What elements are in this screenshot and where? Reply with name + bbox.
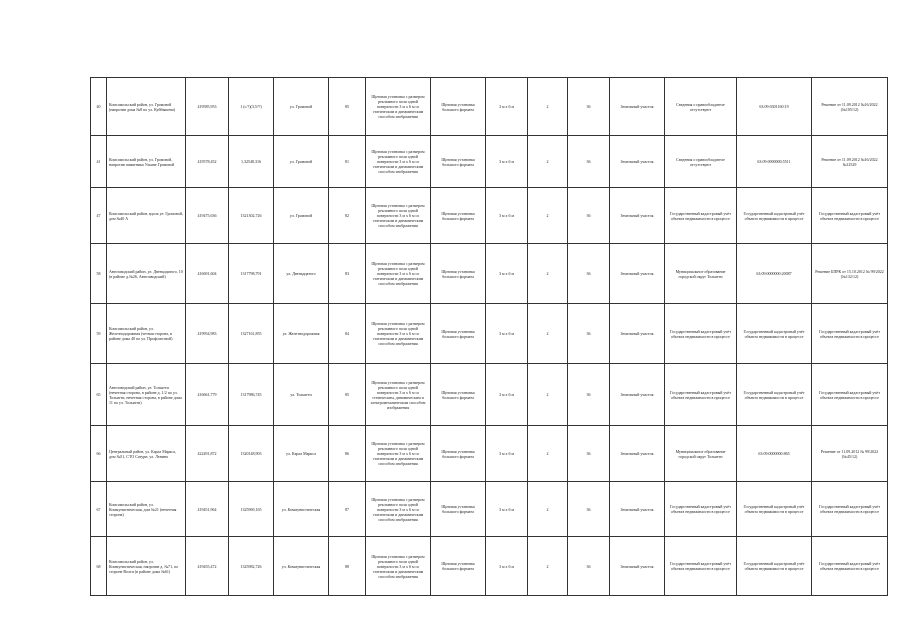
sides-count-cell: 2 [528,364,568,426]
registration-cell: Государственный кадастровый учёт объекта недвижимости в процессе [812,188,888,244]
address-cell: Комсомольский район, вдоль ул. Громовой, дом №40 А [107,188,186,244]
table-row [91,136,888,188]
cadastral-number-cell: 63:09:0000000:20087 [737,244,812,304]
placement-number-cell: 85 [329,364,366,426]
coord-x-cell: 422491,872 [186,426,229,482]
table-row [91,188,888,244]
owner-cell: Государственный кадастровый учёт объекта недвижимости в процессе [665,364,737,426]
cadastral-number-cell: Государственный кадастровый учёт объекта недвижимости в процессе [737,482,812,537]
row-number: 41 [91,136,107,188]
land-type-cell: Земельный участок [610,78,665,136]
coord-y-cell: 1317798,791 [229,244,274,304]
field-size-cell: 3 м х 6 м [486,78,528,136]
field-size-cell: 3 м х 6 м [486,482,528,537]
coord-x-cell: 419475,636 [186,188,229,244]
sides-count-cell: 2 [528,136,568,188]
land-type-cell: Земельный участок [610,188,665,244]
coord-y-cell: 1 (с/?)(3,5??) [229,78,274,136]
street-cell: ул. Карла Маркса [274,426,329,482]
address-cell: Автозаводский район, ул. Двенадцатого, 10 (в районе д.№26, Автозаводский) [107,244,186,304]
coord-x-cell: 416661,779 [186,364,229,426]
construction-type-cell: Щитовая установка большого формата [431,426,486,482]
placement-number-cell: 86 [329,426,366,482]
address-cell: Комсомольский район, ул. Коммунистическая, напротив д. №71, по стороне Волги (в районе дома №61) [107,537,186,596]
land-type-cell: Земельный участок [610,537,665,596]
coord-y-cell: 1320148,903 [229,426,274,482]
owner-cell: Муниципальное образование городской округ Тольятти [665,426,737,482]
address-cell: Автозаводский район, ул. Тольятти (нечетная сторона, в районе д. 1/2 по ул. Тольятти, нечетная сторона, в районе дома 11 по ул. Тольятти) [107,364,186,426]
area-cell: 36 [568,188,610,244]
field-size-cell: 3 м х 6 м [486,244,528,304]
area-cell: 36 [568,426,610,482]
street-cell: ул. Двенадцатого [274,244,329,304]
sides-count-cell: 2 [528,78,568,136]
construction-description-cell: Щитовая установка с размером рекламного поля одной поверхности 3 м х 6 м со статическим и динамическим способом изображения [366,244,431,304]
address-cell: Центральный район, ул. Карла Маркса, дом №51, СТО Сатурн, ул. Ленина [107,426,186,482]
construction-description-cell: Щитовая установка с размером рекламного поля одной поверхности 3 м х 6 м со статическим и динамическим способом изображения [366,188,431,244]
row-number: 58 [91,244,107,304]
owner-cell: Государственный кадастровый учёт объекта недвижимости в процессе [665,188,737,244]
land-type-cell: Земельный участок [610,426,665,482]
registration-cell: Государственный кадастровый учёт объекта недвижимости в процессе [812,482,888,537]
coord-y-cell: 1321302,726 [229,188,274,244]
area-cell: 36 [568,136,610,188]
registration-cell: Государственный кадастровый учёт объекта недвижимости в процессе [812,304,888,364]
street-cell: ул. Коммунистическая [274,537,329,596]
address-cell: Комсомольский район, ул. Железнодорожная (четная сторона, в районе дома 40 по ул. Профсоюзной) [107,304,186,364]
cadastral-number-cell: 63:09:0000000:865 [737,426,812,482]
registration-cell: Государственный кадастровый учёт объекта недвижимости в процессе [812,537,888,596]
street-cell: ул. Громовой [274,78,329,136]
owner-cell: Государственный кадастровый учёт объекта недвижимости в процессе [665,482,737,537]
land-type-cell: Земельный участок [610,482,665,537]
row-number: 65 [91,364,107,426]
registry-table [90,77,888,596]
registration-cell: Государственный кадастровый учёт объекта недвижимости в процессе [812,364,888,426]
row-number: 68 [91,537,107,596]
area-cell: 36 [568,537,610,596]
cadastral-number-cell: Государственный кадастровый учёт объекта недвижимости в процессе [737,537,812,596]
construction-type-cell: Щитовая установка большого формата [431,364,486,426]
coord-y-cell: 1325969,165 [229,482,274,537]
coord-x-cell: 419578,452 [186,136,229,188]
cadastral-number-cell: 63:09:0000000:5511 [737,136,812,188]
coord-x-cell: 419455,472 [186,537,229,596]
field-size-cell: 3 м х 6 м [486,426,528,482]
street-cell: ул. Тольятти [274,364,329,426]
coord-y-cell: 1327161,855 [229,304,274,364]
owner-cell: Муниципальное образование городской округ Тольятти [665,244,737,304]
table-row [91,78,888,136]
construction-type-cell: Щитовая установка большого формата [431,482,486,537]
row-number: 67 [91,482,107,537]
field-size-cell: 3 м х 6 м [486,364,528,426]
placement-number-cell: 81 [329,136,366,188]
field-size-cell: 3 м х 6 м [486,188,528,244]
owner-cell: Государственный кадастровый учёт объекта недвижимости в процессе [665,537,737,596]
construction-type-cell: Щитовая установка большого формата [431,136,486,188]
sides-count-cell: 2 [528,244,568,304]
land-type-cell: Земельный участок [610,364,665,426]
sides-count-cell: 2 [528,537,568,596]
registration-cell: Решение от 11.09.2012 №16/2022 (№105/12) [812,78,888,136]
area-cell: 36 [568,482,610,537]
construction-description-cell: Щитовая установка с размером рекламного поля одной поверхности 3 м х 6 м со статическим и динамическим способом изображения [366,304,431,364]
cadastral-number-cell: Государственный кадастровый учёт объекта недвижимости в процессе [737,188,812,244]
construction-type-cell: Щитовая установка большого формата [431,304,486,364]
row-number: 66 [91,426,107,482]
construction-description-cell: Щитовая установка с размером рекламного поля одной поверхности 3 м х 6 м со статическим и динамическим способом изображения [366,136,431,188]
coord-x-cell: 419451,964 [186,482,229,537]
area-cell: 36 [568,78,610,136]
sides-count-cell: 2 [528,188,568,244]
table-row [91,304,888,364]
placement-number-cell: 82 [329,188,366,244]
area-cell: 36 [568,244,610,304]
land-type-cell: Земельный участок [610,244,665,304]
construction-type-cell: Щитовая установка большого формата [431,244,486,304]
sides-count-cell: 2 [528,304,568,364]
table-body [91,78,888,596]
registration-cell: Решение от 11.09.2012 № 99/2022 (№45/12) [812,426,888,482]
table-row [91,244,888,304]
cadastral-number-cell: Государственный кадастровый учёт объекта недвижимости в процессе [737,364,812,426]
coord-y-cell: 1317986,745 [229,364,274,426]
owner-cell: Государственный кадастровый учёт объекта недвижимости в процессе [665,304,737,364]
coord-x-cell: 416691,604 [186,244,229,304]
sides-count-cell: 2 [528,482,568,537]
street-cell: ул. Коммунистическая [274,482,329,537]
construction-description-cell: Щитовая установка с размером рекламного поля одной поверхности 3 м х 6 м со статическим, динамическим и электромеханическим способом изображения [366,364,431,426]
table-row [91,482,888,537]
registration-cell: Решение от 11.09.2012 №16/2022 №12529 [812,136,888,188]
field-size-cell: 3 м х 6 м [486,537,528,596]
area-cell: 36 [568,364,610,426]
owner-cell: Сведения о правообладателе отсутствуют [665,136,737,188]
street-cell: ул. Громовой [274,188,329,244]
placement-number-cell: 84 [329,304,366,364]
row-number: 47 [91,188,107,244]
construction-type-cell: Щитовая установка большого формата [431,537,486,596]
construction-type-cell: Щитовая установка большого формата [431,78,486,136]
construction-description-cell: Щитовая установка с размером рекламного поля одной поверхности 3 м х 6 м со статическим и динамическим способом изображения [366,78,431,136]
construction-description-cell: Щитовая установка с размером рекламного поля одной поверхности 3 м х 6 м со статическим и динамическим способом изображения [366,537,431,596]
placement-number-cell: 88 [329,537,366,596]
field-size-cell: 3 м х 6 м [486,136,528,188]
row-number: 40 [91,78,107,136]
row-number: 59 [91,304,107,364]
construction-description-cell: Щитовая установка с размером рекламного поля одной поверхности 3 м х 6 м со статическим и динамическим способом изображения [366,426,431,482]
construction-type-cell: Щитовая установка большого формата [431,188,486,244]
street-cell: ул. Железнодорожная [274,304,329,364]
registration-cell: Решение БПРК от 15.10.2012 № 99/2022 (№132/12) [812,244,888,304]
coord-y-cell: 1,32548,316 [229,136,274,188]
placement-number-cell: 83 [329,244,366,304]
street-cell: ул. Громовой [274,136,329,188]
land-type-cell: Земельный участок [610,304,665,364]
sides-count-cell: 2 [528,426,568,482]
area-cell: 36 [568,304,610,364]
coord-x-cell: 419585,953 [186,78,229,136]
cadastral-number-cell: 63:09:0301160:19 [737,78,812,136]
address-cell: Комсомольский район, ул. Громовой (напротив дома №8 по ул. Куйбышева) [107,78,186,136]
table-row [91,364,888,426]
coord-x-cell: 419954,983 [186,304,229,364]
construction-description-cell: Щитовая установка с размером рекламного поля одной поверхности 3 м х 6 м со статическим и динамическим способом изображения [366,482,431,537]
address-cell: Комсомольский район, ул. Коммунистическая, дом №21 (нечетная сторона) [107,482,186,537]
table-row [91,537,888,596]
owner-cell: Сведения о правообладателе отсутствуют [665,78,737,136]
cadastral-number-cell: Государственный кадастровый учёт объекта недвижимости в процессе [737,304,812,364]
placement-number-cell: 87 [329,482,366,537]
placement-number-cell: 85 [329,78,366,136]
coord-y-cell: 1325982,726 [229,537,274,596]
field-size-cell: 3 м х 6 м [486,304,528,364]
table-row [91,426,888,482]
land-type-cell: Земельный участок [610,136,665,188]
address-cell: Комсомольский район, ул. Громовой, напротив памятника Ульяне Громовой [107,136,186,188]
